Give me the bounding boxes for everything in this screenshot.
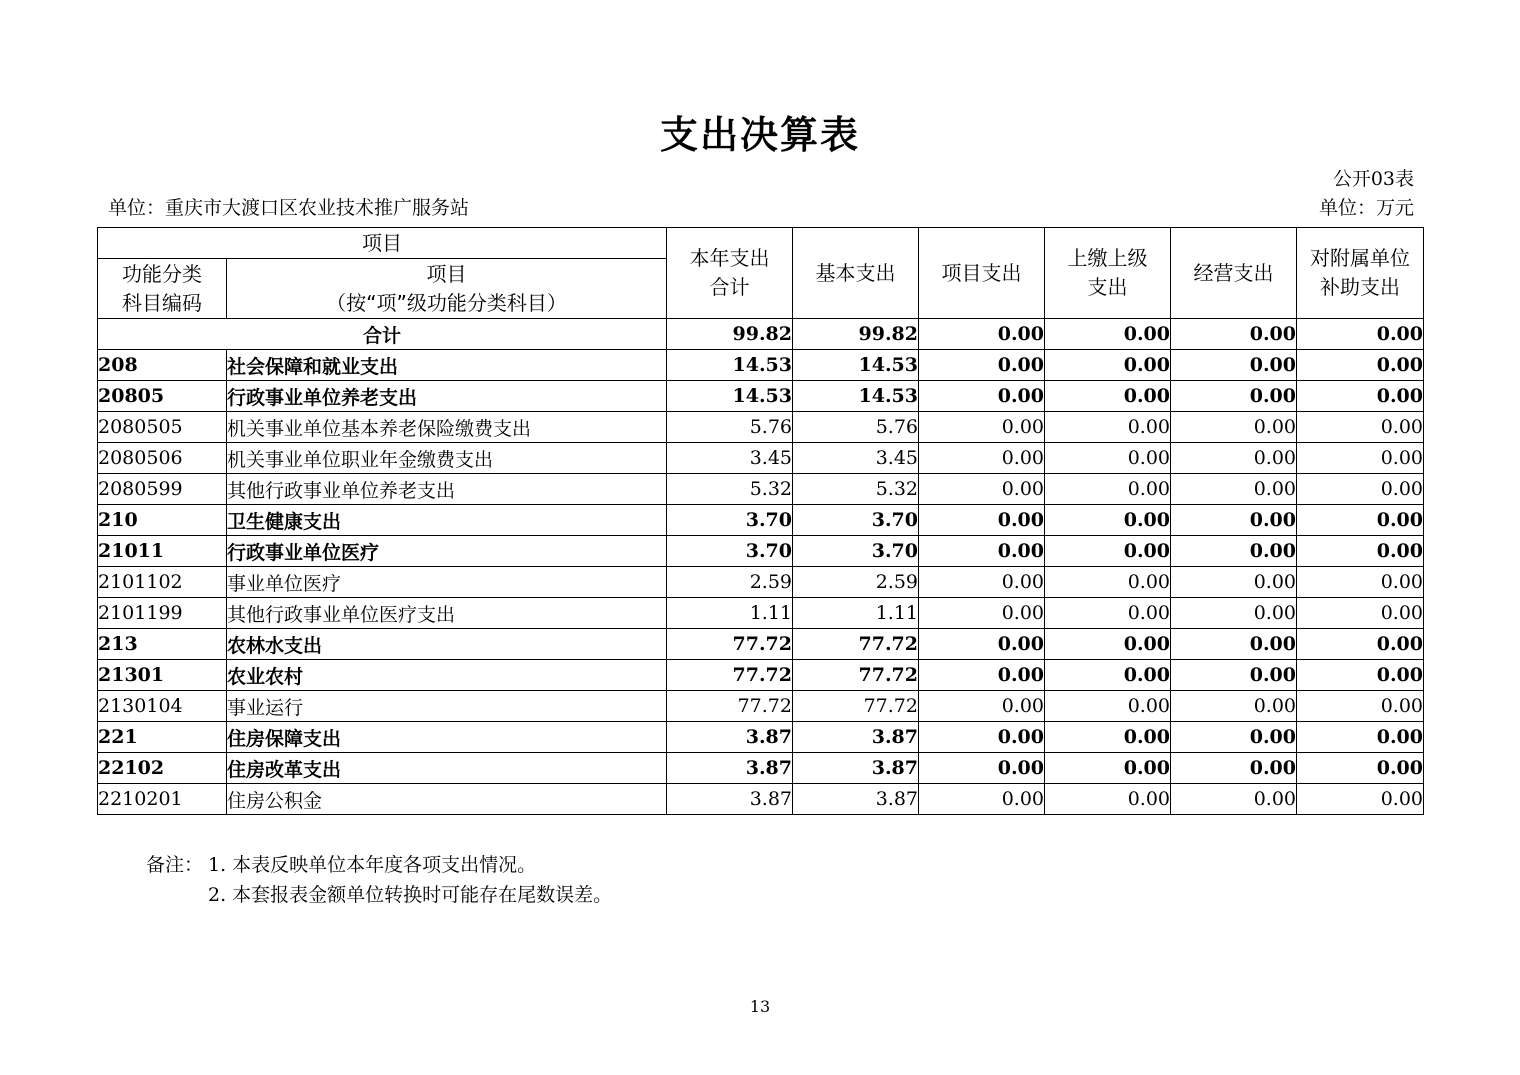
row-name: 事业单位医疗 [227,567,667,598]
total-label: 合计 [98,319,667,350]
row-value: 0.00 [1045,536,1171,567]
notes-label: 备注： [146,854,204,876]
row-value: 0.00 [919,381,1045,412]
row-value: 0.00 [1171,567,1297,598]
table-row [98,350,1424,381]
header-name [227,259,667,319]
row-code: 2130104 [98,691,227,722]
organization-unit: 单位：重庆市大渡口区农业技术推广服务站 [108,197,470,219]
row-code: 2101199 [98,598,227,629]
row-value: 3.87 [793,722,919,753]
row-value: 0.00 [919,598,1045,629]
notes-spacer [146,880,208,910]
row-value: 0.00 [1297,350,1424,381]
total-cell: 99.82 [667,319,793,350]
table-row [98,536,1424,567]
total-cell: 0.00 [1171,319,1297,350]
table-row [98,722,1424,753]
row-value: 0.00 [1297,536,1424,567]
header-total-line2: 合计 [709,275,750,299]
row-value: 0.00 [1045,660,1171,691]
row-name: 社会保障和就业支出 [227,350,667,381]
row-value: 0.00 [1045,722,1171,753]
row-value: 0.00 [919,660,1045,691]
row-value: 3.87 [667,722,793,753]
total-cell: 0.00 [1297,319,1424,350]
row-value: 0.00 [919,536,1045,567]
row-value: 14.53 [667,381,793,412]
table-row [98,660,1424,691]
header-operating: 经营支出 [1171,228,1297,319]
row-value: 3.70 [793,536,919,567]
row-code: 20805 [98,381,227,412]
row-value: 0.00 [1171,753,1297,784]
row-value: 5.32 [667,474,793,505]
row-value: 0.00 [1171,536,1297,567]
row-value: 0.00 [1045,567,1171,598]
row-value: 0.00 [1045,474,1171,505]
note-item: 1. 本表反映单位本年度各项支出情况。 [208,854,537,876]
table-row [98,443,1424,474]
page-title: 支出决算表 [659,113,860,157]
row-code: 221 [98,722,227,753]
header-project-group: 项目 [98,228,667,259]
row-value: 0.00 [1171,722,1297,753]
row-name: 行政事业单位医疗 [227,536,667,567]
table-row [98,381,1424,412]
row-value: 14.53 [667,350,793,381]
row-value: 0.00 [919,784,1045,815]
row-value: 77.72 [793,629,919,660]
total-cell: 0.00 [1045,319,1171,350]
header-code-line2: 科目编码 [122,290,202,315]
row-value: 0.00 [1297,412,1424,443]
row-value: 0.00 [1045,629,1171,660]
row-name: 农业农村 [227,660,667,691]
row-value: 0.00 [919,691,1045,722]
table-row [98,598,1424,629]
row-code: 22102 [98,753,227,784]
row-value: 3.87 [667,753,793,784]
table-row [98,505,1424,536]
row-value: 3.45 [793,443,919,474]
row-value: 0.00 [1045,753,1171,784]
row-code: 21301 [98,660,227,691]
row-value: 14.53 [793,381,919,412]
header-upper [1045,228,1171,319]
row-name: 其他行政事业单位养老支出 [227,474,667,505]
row-value: 3.70 [667,536,793,567]
row-value: 0.00 [1045,784,1171,815]
table-row [98,474,1424,505]
row-value: 0.00 [1171,350,1297,381]
row-value: 0.00 [919,722,1045,753]
row-value: 0.00 [1171,784,1297,815]
row-value: 1.11 [667,598,793,629]
row-value: 0.00 [1297,753,1424,784]
row-value: 0.00 [919,350,1045,381]
row-value: 5.32 [793,474,919,505]
row-value: 0.00 [1045,443,1171,474]
expenditure-table [97,227,1424,815]
note-item: 2. 本套报表金额单位转换时可能存在尾数误差。 [208,884,613,906]
row-value: 77.72 [667,660,793,691]
row-value: 0.00 [1045,598,1171,629]
row-value: 0.00 [1297,722,1424,753]
row-value: 0.00 [919,505,1045,536]
row-value: 0.00 [1045,505,1171,536]
row-name: 其他行政事业单位医疗支出 [227,598,667,629]
row-value: 0.00 [1045,381,1171,412]
row-code: 208 [98,350,227,381]
row-value: 0.00 [1171,381,1297,412]
form-number: 公开03表 [1332,168,1414,190]
header-name-line1: 项目 [426,261,467,286]
row-value: 77.72 [793,691,919,722]
row-value: 0.00 [1171,505,1297,536]
row-value: 0.00 [1171,412,1297,443]
header-total [667,228,793,319]
page-number: 13 [749,997,771,1016]
note-row [146,850,612,880]
row-value: 77.72 [667,691,793,722]
row-value: 0.00 [1297,381,1424,412]
header-code-line1: 功能分类 [122,261,202,286]
header-name-line2: （按“项”级功能分类科目） [326,290,567,315]
row-value: 0.00 [1297,629,1424,660]
row-value: 0.00 [1171,691,1297,722]
row-code: 213 [98,629,227,660]
header-subsidy-line2: 补助支出 [1320,275,1400,299]
row-value: 0.00 [919,629,1045,660]
row-value: 3.70 [793,505,919,536]
row-value: 2.59 [793,567,919,598]
row-value: 0.00 [1171,443,1297,474]
row-name: 住房保障支出 [227,722,667,753]
row-value: 5.76 [667,412,793,443]
row-value: 1.11 [793,598,919,629]
row-value: 3.87 [793,753,919,784]
row-value: 0.00 [1297,567,1424,598]
row-code: 2080599 [98,474,227,505]
row-value: 3.70 [667,505,793,536]
row-name: 行政事业单位养老支出 [227,381,667,412]
row-value: 0.00 [1045,350,1171,381]
table-row [98,567,1424,598]
row-value: 0.00 [1171,660,1297,691]
total-row [98,319,1424,350]
row-name: 卫生健康支出 [227,505,667,536]
row-name: 农林水支出 [227,629,667,660]
row-value: 0.00 [1297,505,1424,536]
table-row [98,753,1424,784]
row-value: 77.72 [793,660,919,691]
table-row [98,691,1424,722]
row-code: 210 [98,505,227,536]
row-value: 3.45 [667,443,793,474]
header-subsidy-line1: 对附属单位 [1310,246,1410,270]
row-value: 0.00 [1297,784,1424,815]
row-value: 0.00 [1045,412,1171,443]
header-code [98,259,227,319]
row-value: 0.00 [1171,629,1297,660]
header-project: 项目支出 [919,228,1045,319]
table-row [98,784,1424,815]
row-value: 0.00 [1171,598,1297,629]
row-value: 3.87 [667,784,793,815]
table-header [98,228,1424,319]
row-value: 0.00 [919,412,1045,443]
header-subsidy [1297,228,1424,319]
row-value: 0.00 [1297,474,1424,505]
row-value: 3.87 [793,784,919,815]
note-row [146,880,612,910]
row-value: 0.00 [1171,474,1297,505]
row-value: 0.00 [919,567,1045,598]
currency-unit: 单位：万元 [1318,197,1414,219]
row-name: 事业运行 [227,691,667,722]
row-code: 2080505 [98,412,227,443]
row-value: 0.00 [919,443,1045,474]
row-code: 2101102 [98,567,227,598]
row-value: 0.00 [1297,691,1424,722]
row-code: 2080506 [98,443,227,474]
header-upper-line2: 支出 [1087,275,1128,299]
header-total-line1: 本年支出 [689,246,770,270]
row-value: 0.00 [1045,691,1171,722]
header-basic: 基本支出 [793,228,919,319]
row-name: 机关事业单位基本养老保险缴费支出 [227,412,667,443]
row-value: 0.00 [919,474,1045,505]
row-name: 机关事业单位职业年金缴费支出 [227,443,667,474]
total-cell: 99.82 [793,319,919,350]
row-value: 0.00 [1297,598,1424,629]
table-row [98,629,1424,660]
notes [146,850,612,910]
row-code: 21011 [98,536,227,567]
row-name: 住房公积金 [227,784,667,815]
header-upper-line1: 上缴上级 [1067,246,1148,270]
row-value: 77.72 [667,629,793,660]
table-body [98,319,1424,815]
row-value: 14.53 [793,350,919,381]
total-cell: 0.00 [919,319,1045,350]
row-name: 住房改革支出 [227,753,667,784]
row-value: 5.76 [793,412,919,443]
row-code: 2210201 [98,784,227,815]
row-value: 2.59 [667,567,793,598]
row-value: 0.00 [1297,443,1424,474]
row-value: 0.00 [919,753,1045,784]
row-value: 0.00 [1297,660,1424,691]
table-row [98,412,1424,443]
